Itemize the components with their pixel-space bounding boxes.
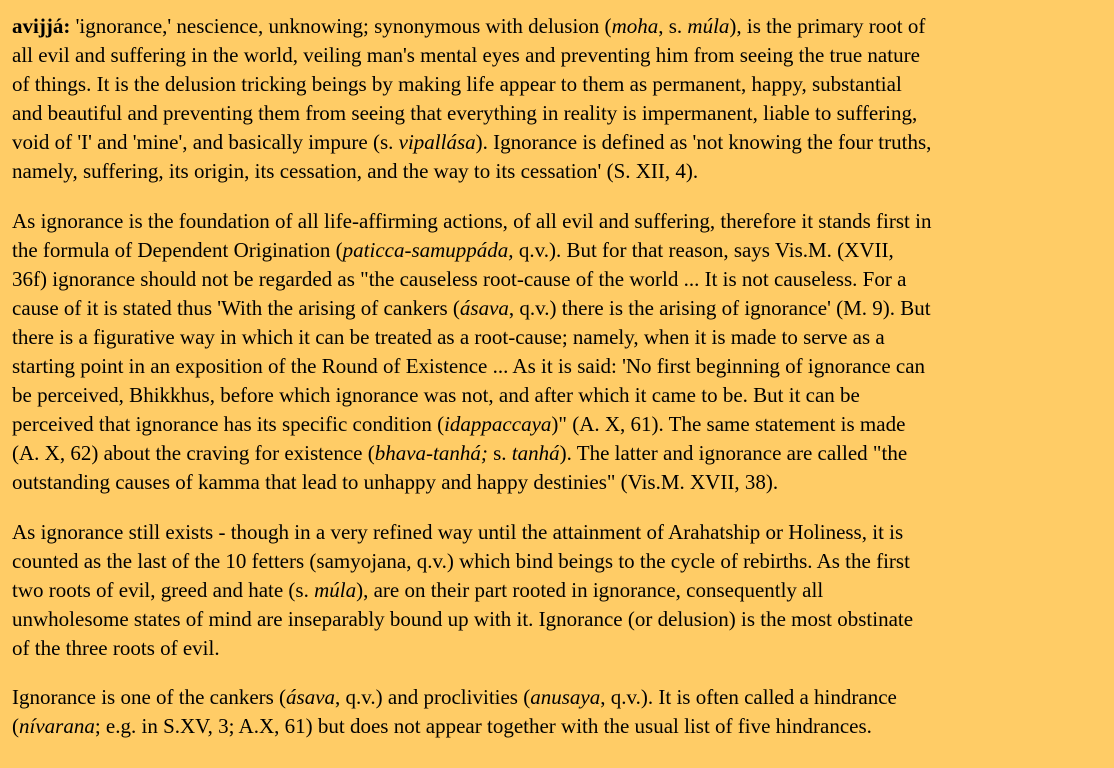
text-run: , q.v.) and proclivities (: [335, 684, 531, 709]
text-run: , s.: [658, 14, 688, 38]
text-line: [12, 381, 1114, 410]
text-line: [12, 352, 1114, 381]
text-run: be perceived, Bhikkhus, before which ignorance was not, and after which it came to be. But it can be: [12, 383, 860, 408]
text-run: two roots of evil, greed and hate (s.: [12, 577, 315, 602]
text-line: [12, 518, 1114, 547]
pali-term: bhava-tanhá;: [374, 441, 488, 466]
text-line: [12, 128, 1114, 157]
text-line: [12, 439, 1114, 468]
text-line: [12, 157, 1114, 186]
text-line: [12, 207, 1114, 236]
pali-term: tanhá: [511, 441, 560, 466]
entry-paragraph-3: [12, 518, 1114, 663]
text-line: [12, 468, 1114, 497]
text-run: , q.v.) there is the arising of ignorance' (M. 9). But: [508, 295, 931, 320]
text-line: [12, 323, 1114, 352]
text-line: [12, 236, 1114, 265]
pali-term: ásava: [286, 684, 336, 709]
pali-term: vipallása: [398, 130, 476, 155]
text-run: As ignorance is the foundation of all life-affirming actions, of all evil and suffering, therefore it stands first in: [12, 208, 932, 233]
pali-term: moha: [611, 14, 659, 38]
text-line: [12, 70, 1114, 99]
pali-term: anusaya: [530, 684, 601, 709]
text-run: cause of it is stated thus 'With the arising of cankers (: [12, 295, 460, 320]
text-run: of things. It is the delusion tricking beings by making life appear to them as permanent, happy, substantial: [12, 72, 902, 97]
text-run: (A. X, 62) about the craving for existence (: [12, 441, 375, 466]
text-run: all evil and suffering in the world, veiling man's mental eyes and preventing him from seeing the true nature: [12, 43, 920, 68]
text-run: and beautiful and preventing them from seeing that everything in reality is impermanent, liable to suffering,: [12, 101, 918, 126]
text-run: outstanding causes of kamma that lead to unhappy and happy destinies" (Vis.M. XVII, 38).: [12, 470, 779, 495]
text-line: [12, 605, 1114, 634]
text-line: [12, 683, 1114, 712]
text-run: 'ignorance,' nescience, unknowing; synonymous with delusion (: [70, 14, 612, 38]
text-line: [12, 99, 1114, 128]
text-line: [12, 294, 1114, 323]
dictionary-entry: [12, 12, 1114, 741]
text-run: of the three roots of evil.: [12, 635, 220, 660]
text-run: ), are on their part rooted in ignorance, consequently all: [356, 577, 824, 602]
text-run: ). Ignorance is defined as 'not knowing the four truths,: [475, 130, 932, 155]
text-run: ). The latter and ignorance are called "the: [559, 441, 908, 466]
headword: avijjá:: [12, 14, 71, 38]
text-run: ), is the primary root of: [729, 14, 926, 38]
text-line: [12, 41, 1114, 70]
text-run: )" (A. X, 61). The same statement is made: [551, 412, 906, 437]
pali-term: múla: [687, 14, 730, 38]
text-run: ; e.g. in S.XV, 3; A.X, 61) but does not appear together with the usual list of five hindrances.: [94, 714, 872, 739]
text-line: [12, 576, 1114, 605]
entry-paragraph-4: [12, 683, 1114, 741]
entry-paragraph-1: [12, 12, 1114, 187]
text-run: perceived that ignorance has its specific condition (: [12, 412, 445, 437]
text-line: [12, 410, 1114, 439]
text-run: s.: [487, 441, 512, 466]
text-run: , q.v.). It is often called a hindrance: [600, 684, 897, 709]
text-run: 36f) ignorance should not be regarded as "the causeless root-cause of the world ... It is not causeless. For a: [12, 266, 907, 291]
text-run: Ignorance is one of the cankers (: [12, 684, 287, 709]
text-run: starting point in an exposition of the Round of Existence ... As it is said: 'No first beginning of ignorance can: [12, 354, 926, 379]
text-run: counted as the last of the 10 fetters (samyojana, q.v.) which bind beings to the cycle of rebirths. As the first: [12, 548, 910, 573]
text-run: q.v.). But for that reason, says Vis.M. (XVII,: [513, 237, 894, 262]
text-line: [12, 712, 1114, 741]
text-line: [12, 547, 1114, 576]
entry-paragraph-2: [12, 207, 1114, 498]
pali-term: ásava: [459, 295, 509, 320]
pali-term: nívarana: [19, 714, 95, 739]
text-run: the formula of Dependent Origination (: [12, 237, 343, 262]
text-run: As ignorance still exists - though in a very refined way until the attainment of Arahatship or Holiness, it is: [12, 519, 904, 544]
text-run: (: [12, 714, 19, 739]
pali-term: paticca-samuppáda,: [342, 237, 514, 262]
text-run: there is a figurative way in which it can be treated as a root-cause; namely, when it is made to serve as a: [12, 324, 885, 349]
pali-term: múla: [314, 577, 357, 602]
text-line: [12, 265, 1114, 294]
pali-term: idappaccaya: [444, 412, 552, 437]
text-run: unwholesome states of mind are inseparably bound up with it. Ignorance (or delusion) is the most obstinate: [12, 606, 914, 631]
text-line: [12, 634, 1114, 663]
text-run: void of 'I' and 'mine', and basically impure (s.: [12, 130, 399, 155]
text-run: namely, suffering, its origin, its cessation, and the way to its cessation' (S. XII, 4).: [12, 159, 699, 184]
text-line: [12, 12, 1114, 41]
